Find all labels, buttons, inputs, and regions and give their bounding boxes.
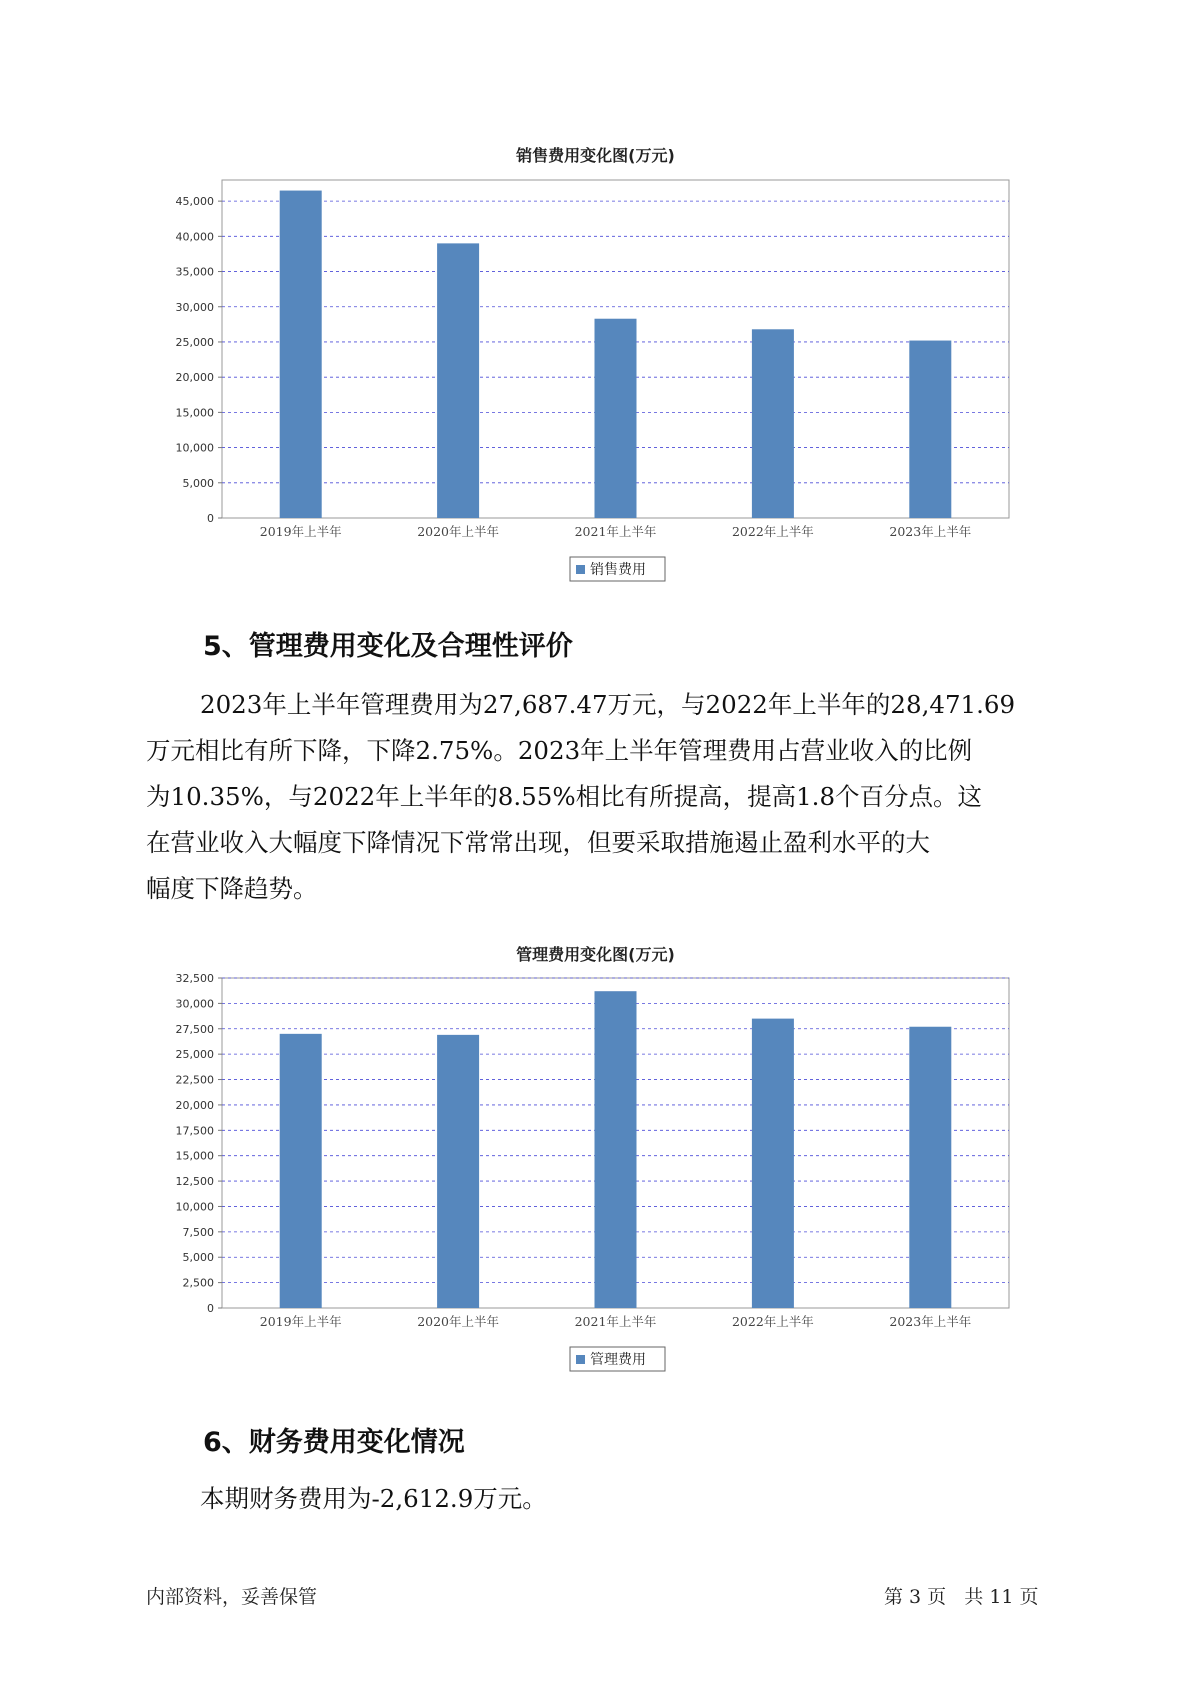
y-tick-label: 20,000 [175,1098,214,1112]
x-tick-label: 2021年上半年 [574,524,657,539]
footer-left: 内部资料，妥善保管 [146,1586,318,1608]
y-tick-label: 5,000 [182,476,214,490]
y-tick-label: 20,000 [175,371,214,385]
y-tick-label: 15,000 [175,406,214,420]
y-tick-label: 2,500 [182,1276,214,1290]
para-line: 万元相比有所下降，下降2.75%。2023年上半年管理费用占营业收入的比例 [146,736,973,765]
y-tick-label: 0 [207,512,214,525]
para-line: 在营业收入大幅度下降情况下常常出现，但要采取措施遏止盈利水平的大 [146,828,930,857]
y-tick-label: 5,000 [182,1251,214,1265]
x-tick-label: 2022年上半年 [731,1314,814,1329]
legend-label: 销售费用 [590,562,646,578]
bar [595,991,637,1308]
y-tick-label: 35,000 [175,265,214,279]
y-tick-label: 45,000 [175,195,214,209]
para-line: 为10.35%，与2022年上半年的8.55%相比有所提高，提高1.8个百分点。这 [146,782,983,811]
para-line: 幅度下降趋势。 [146,874,318,903]
section-heading-mgmt: 5、管理费用变化及合理性评价 [203,631,573,662]
sales-chart-title: 销售费用变化图(万元) [516,146,675,165]
y-tick-label: 40,000 [175,230,214,244]
x-tick-label: 2023年上半年 [889,524,972,539]
y-tick-label: 30,000 [175,997,214,1011]
y-tick-label: 25,000 [175,335,214,349]
x-tick-label: 2023年上半年 [889,1314,972,1329]
legend-label: 管理费用 [590,1352,646,1368]
y-tick-label: 7,500 [182,1225,214,1239]
x-tick-label: 2020年上半年 [417,1314,500,1329]
y-tick-label: 32,500 [175,972,214,985]
para-line: 2023年上半年管理费用为27,687.47万元，与2022年上半年的28,471.69 [200,690,1016,719]
bar [280,1034,322,1308]
y-tick-label: 30,000 [175,300,214,314]
y-tick-label: 0 [207,1302,214,1315]
y-tick-label: 22,500 [175,1073,214,1087]
bar [909,1027,951,1308]
x-tick-label: 2019年上半年 [259,524,342,539]
x-tick-label: 2019年上半年 [259,1314,342,1329]
mgmt-chart-title: 管理费用变化图(万元) [516,945,675,964]
section-heading-finance: 6、财务费用变化情况 [203,1427,465,1458]
y-tick-label: 10,000 [175,1200,214,1214]
y-tick-label: 15,000 [175,1149,214,1163]
y-tick-label: 10,000 [175,441,214,455]
x-tick-label: 2020年上半年 [417,524,500,539]
x-tick-label: 2022年上半年 [731,524,814,539]
footer-right: 第 3 页 共 11 页 [884,1586,1039,1608]
y-tick-label: 25,000 [175,1048,214,1062]
bar [437,1035,479,1308]
bar [752,1019,794,1308]
y-tick-label: 27,500 [175,1022,214,1036]
y-tick-label: 17,500 [175,1124,214,1138]
legend-swatch [576,1355,585,1364]
x-tick-label: 2021年上半年 [574,1314,657,1329]
finance-paragraph: 本期财务费用为-2,612.9万元。 [200,1484,547,1513]
y-tick-label: 12,500 [175,1175,214,1189]
